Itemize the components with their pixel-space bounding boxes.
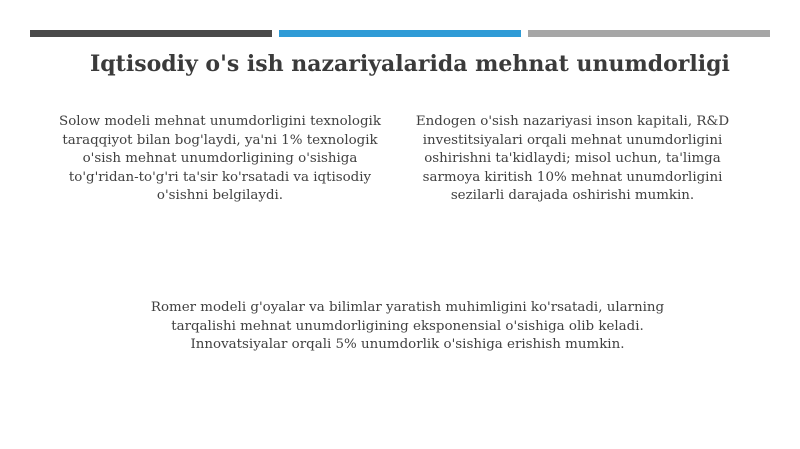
paragraph-solow: Solow modeli mehnat unumdorligini texnologik taraqqiyot bilan bog'laydi, ya'ni 1% texnologik o'sish mehnat unumdorligining o'sishiga to'g'ridan-to'g'ri ta'sir ko'rsatadi va iqtisodiy o'sishni belgilaydi.: [59, 114, 381, 203]
header-bar-accent: [279, 30, 521, 37]
slide-title: Iqtisodiy o's ish nazariyalarida mehnat unumdorligi: [90, 51, 730, 77]
header-bar-dark: [30, 30, 272, 37]
header-bar-light: [528, 30, 770, 37]
paragraph-endogenous: Endogen o'sish nazariyasi inson kapitali, R&D investitsiyalari orqali mehnat unumdorligini oshirishni ta'kidlaydi; misol uchun, ta'limga sarmoya kiritish 10% mehnat unumdorligini sezilarli darajada oshirishi mumkin.: [415, 114, 730, 203]
paragraph-romer: Romer modeli g'oyalar va bilimlar yaratish muhimligini ko'rsatadi, ularning tarqalishi mehnat unumdorligining eksponensial o'sishiga olib keladi. Innovatsiyalar orqali 5% unumdorlik o'sishiga erishish mumkin.: [150, 300, 665, 352]
